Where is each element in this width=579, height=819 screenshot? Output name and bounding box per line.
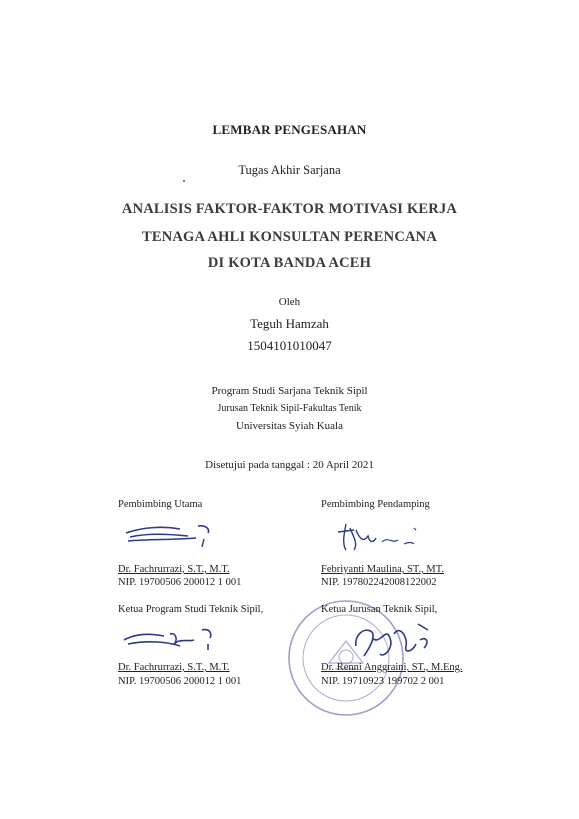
signatory-name: Dr. Fachrurrazi, S.T., M.T.: [118, 662, 230, 673]
signatory-nip: NIP. 19700506 200012 1 001: [118, 676, 242, 687]
stray-mark: [183, 180, 185, 182]
department: Jurusan Teknik Sipil-Fakultas Tenik: [217, 403, 362, 414]
signatory-name: Febriyanti Maulina, ST., MT.: [321, 564, 444, 575]
signatory-role: Pembimbing Utama: [118, 499, 203, 510]
signatory-name: Dr. Renni Anggraini, ST., M.Eng.: [321, 662, 463, 673]
by-label: Oleh: [278, 296, 301, 308]
signature-image: [118, 620, 228, 654]
signatory-role: Pembimbing Pendamping: [321, 499, 430, 510]
author-id: 1504101010047: [247, 338, 332, 353]
signature-image: [118, 517, 218, 549]
signatory-nip: NIP. 197802242008122002: [321, 577, 437, 588]
author-name: Teguh Hamzah: [250, 316, 329, 331]
thesis-title-line-1: ANALISIS FAKTOR-FAKTOR MOTIVASI KERJA: [121, 201, 458, 217]
document-type: Tugas Akhir Sarjana: [238, 163, 341, 177]
study-program: Program Studi Sarjana Teknik Sipil: [211, 385, 368, 397]
signature-image: [334, 518, 424, 554]
thesis-title-line-3: DI KOTA BANDA ACEH: [207, 255, 372, 271]
university: Universitas Syiah Kuala: [236, 420, 343, 432]
signatory-role: Ketua Program Studi Teknik Sipil,: [118, 604, 264, 615]
signatory-role: Ketua Jurusan Teknik Sipil,: [321, 604, 438, 615]
approval-date: Disetujui pada tanggal : 20 April 2021: [205, 459, 374, 471]
signatory-name: Dr. Fachrurrazi, S.T., M.T.: [118, 564, 230, 575]
page-heading: LEMBAR PENGESAHAN: [212, 122, 367, 137]
signatory-nip: NIP. 19700506 200012 1 001: [118, 577, 242, 588]
signature-image: [350, 616, 440, 662]
signatory-nip: NIP. 19710923 199702 2 001: [321, 676, 445, 687]
thesis-title-line-2: TENAGA AHLI KONSULTAN PERENCANA: [141, 229, 438, 245]
